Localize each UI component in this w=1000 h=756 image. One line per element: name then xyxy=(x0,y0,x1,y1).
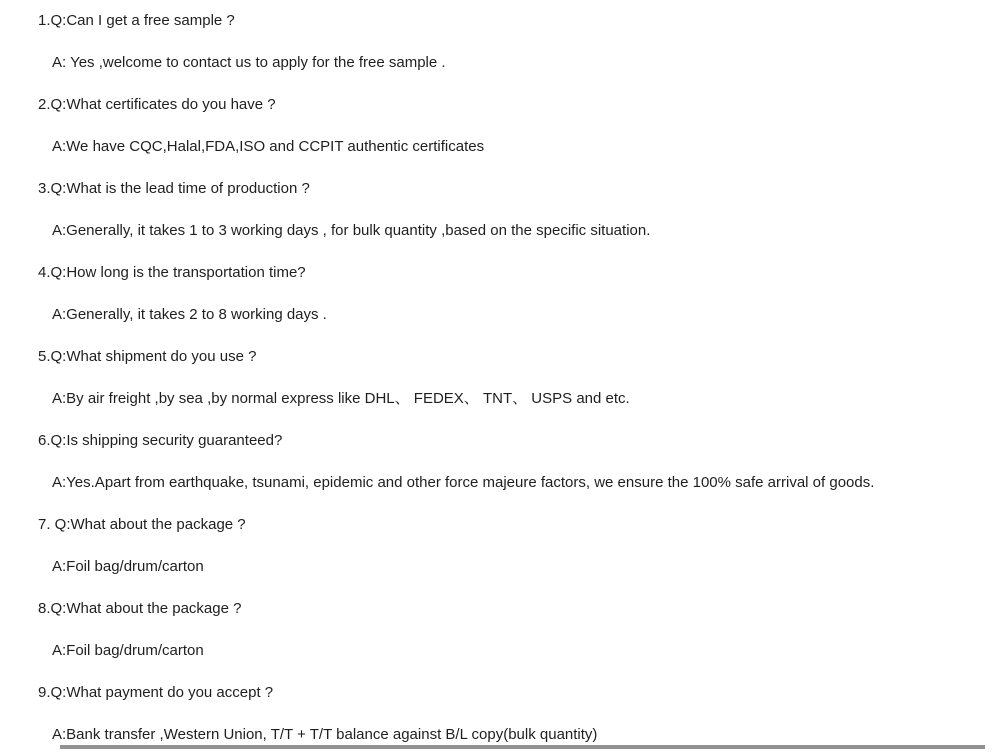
faq-question: 9.Q:What payment do you accept ? xyxy=(38,684,274,701)
faq-answer: A:We have CQC,Halal,FDA,ISO and CCPIT authentic certificates xyxy=(52,138,485,155)
faq-answer: A: Yes ,welcome to contact us to apply for the free sample . xyxy=(52,54,446,71)
faq-answer: A:Bank transfer ,Western Union, T/T + T/T balance against B/L copy(bulk quantity) xyxy=(52,726,598,743)
faq-answer: A:Foil bag/drum/carton xyxy=(52,642,204,659)
faq-answer: A:Foil bag/drum/carton xyxy=(52,558,204,575)
faq-answer: A:By air freight ,by sea ,by normal express like DHL、 FEDEX、 TNT、 USPS and etc. xyxy=(52,390,630,407)
faq-question: 5.Q:What shipment do you use ? xyxy=(38,348,257,365)
faq-answer: A:Generally, it takes 2 to 8 working days . xyxy=(52,306,327,323)
faq-question: 4.Q:How long is the transportation time? xyxy=(38,264,306,281)
faq-answer: A:Generally, it takes 1 to 3 working days , for bulk quantity ,based on the specific situation. xyxy=(52,222,651,239)
faq-answer: A:Yes.Apart from earthquake, tsunami, epidemic and other force majeure factors, we ensure the 100% safe arrival of goods. xyxy=(52,474,875,491)
cutoff-content-edge xyxy=(60,745,985,749)
faq-question: 2.Q:What certificates do you have ? xyxy=(38,96,276,113)
faq-question: 6.Q:Is shipping security guaranteed? xyxy=(38,432,283,449)
faq-question: 7. Q:What about the package ? xyxy=(38,516,246,533)
faq-question: 1.Q:Can I get a free sample ? xyxy=(38,12,235,29)
faq-question: 3.Q:What is the lead time of production ? xyxy=(38,180,310,197)
faq-question: 8.Q:What about the package ? xyxy=(38,600,242,617)
